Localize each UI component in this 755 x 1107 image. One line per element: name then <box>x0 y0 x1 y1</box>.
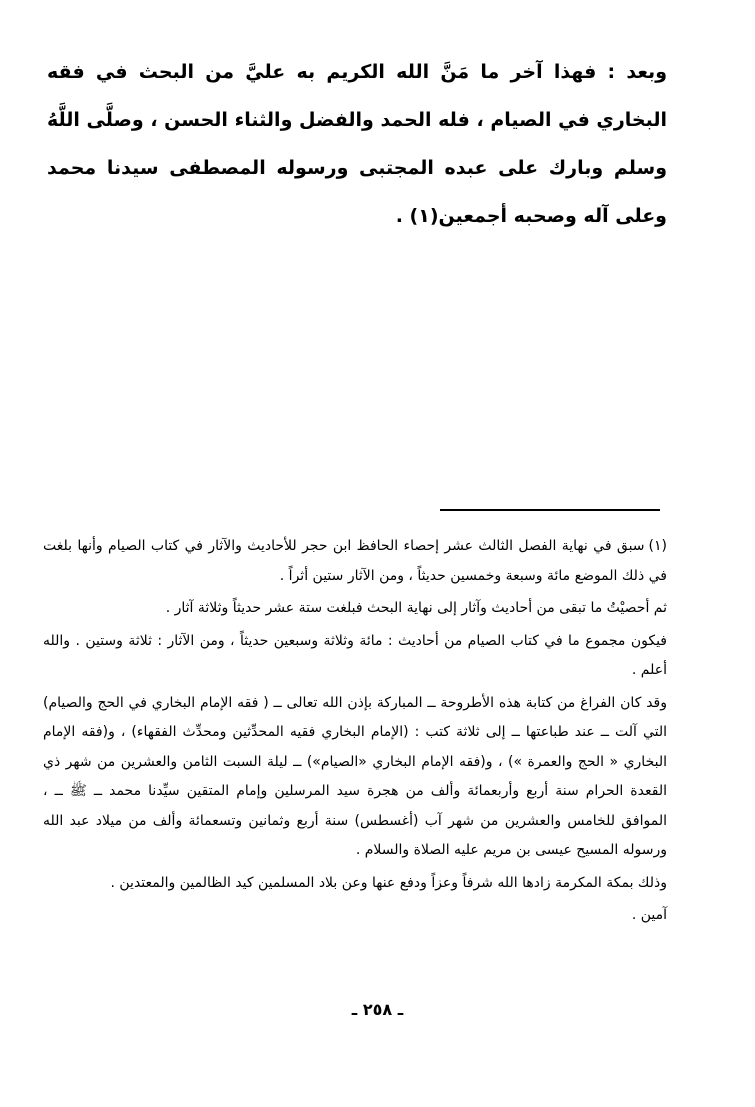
footnote-paragraph-4: وقد كان الفراغ من كتابة هذه الأطروحة ــ المباركة بإذن الله تعالى ــ ( فقه الإمام البخاري في الحج والصيام) التي آلت ــ عند طباعتها ــ إلى ثلاثة كتب : (الإمام البخاري فقيه المحدِّثين ومحدِّث الفقهاء) ، و(فقه الإمام البخاري « الحج والعمرة ») ، و(فقه الإمام البخاري «الصيام») ــ ليلة السبت الثامن والعشرين من شهر ذي القعدة الحرام سنة أربع وأربعمائة وألف من هجرة سيد المرسلين وإمام المتقين سيِّدنا محمد ــ ﷺ ــ ، الموافق للخامس والعشرين من شهر آب (أغسطس) سنة أربع وثمانين وتسعمائة وألف من ميلاد عبد الله ورسوله المسيح عيسى بن مريم عليه الصلاة والسلام . <box>43 694 667 858</box>
footnote-paragraph-6: آمين . <box>631 907 667 923</box>
footnote-1-text: سبق في نهاية الفصل الثالث عشر إحصاء الحافظ ابن حجر للأحاديث والآثار في كتاب الصيام وأنها بلغت في ذلك الموضع مائة وسبعة وخمسين حديثاً ، ومن الآثار ستين أثراً . <box>43 538 667 584</box>
footnote-1 <box>43 532 667 591</box>
footnotes-block <box>43 532 667 934</box>
footnote-divider <box>440 509 660 511</box>
footnote-paragraph-5: وذلك بمكة المكرمة زادها الله شرفاً وعزاً ودفع عنها وعن بلاد المسلمين كيد الظالمين والمعتدين . <box>110 874 667 891</box>
footnote-paragraph-3: فيكون مجموع ما في كتاب الصيام من أحاديث : مائة وثلاثة وسبعين حديثاً ، ومن الآثار : ثلاثة وستين . والله أعلم . <box>43 632 667 678</box>
footnote-paragraph-2: ثم أحصيْتُ ما تبقى من أحاديث وآثار إلى نهاية البحث فبلغت ستة عشر حديثاً وثلاثة آثار . <box>165 600 667 616</box>
page-number: ـ ٢٥٨ ـ <box>351 1000 404 1019</box>
closing-paragraph: وبعد : فهذا آخر ما مَنَّ الله الكريم به عليَّ من البحث في فقه البخاري في الصيام ، فله الحمد والفضل والثناء الحسن ، وصلَّى اللَّهُ وسلم وبارك على عبده المجتبى ورسوله المصطفى سيدنا محمد وعلى آله وصحبه أجمعين(١) . <box>47 61 667 227</box>
main-text-block <box>47 48 667 240</box>
footnote-marker: (١) <box>648 538 667 554</box>
